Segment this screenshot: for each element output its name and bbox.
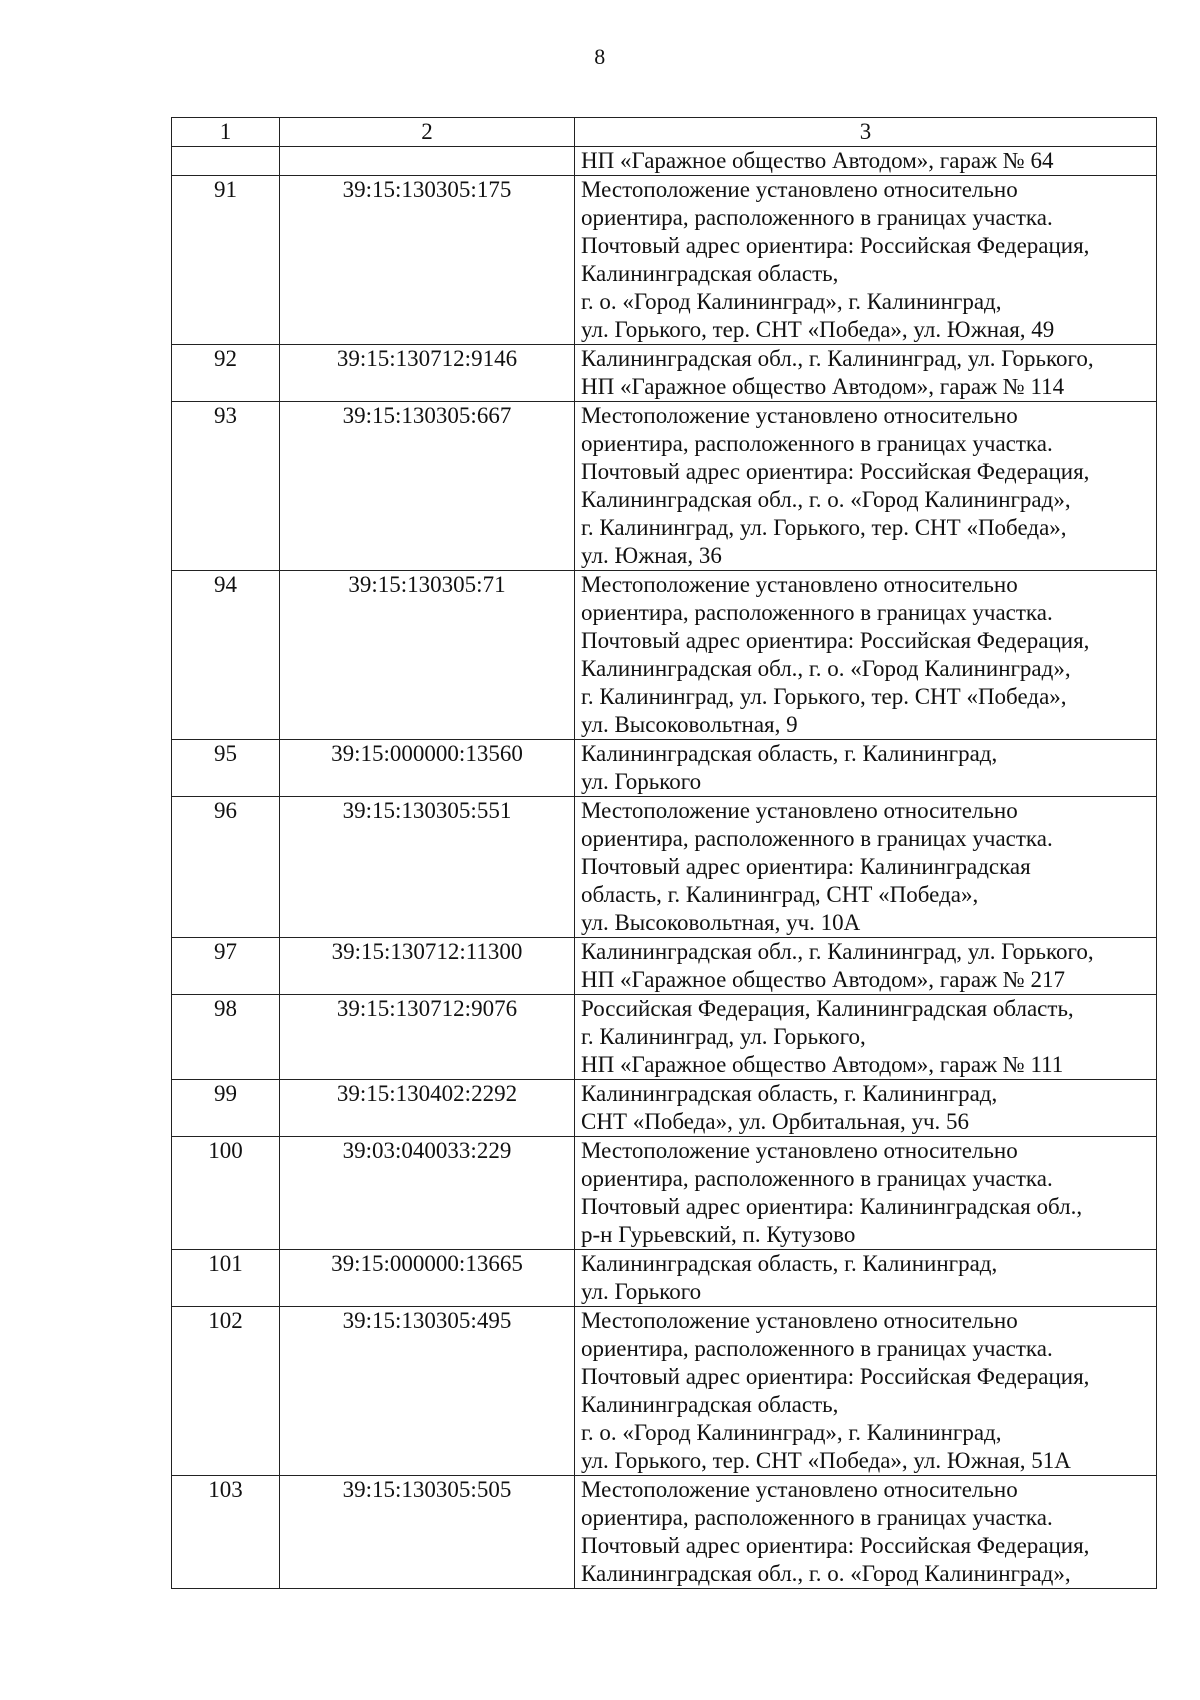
address-cell [575,176,1157,345]
address-line: Калининградская область, [581,261,839,286]
cadastral-number-cell: 39:15:130305:495 [280,1307,575,1476]
address-line: Калининградская обл., г. о. «Город Калининград», [581,487,1071,512]
table-row [172,1307,1157,1476]
address-line: Местоположение установлено относительно [581,798,1018,823]
row-number-cell: 91 [172,176,280,345]
cadastral-number-cell: 39:15:130305:505 [280,1476,575,1589]
address-line: Калининградская область, г. Калининград, [581,1251,998,1276]
address-line: Почтовый адрес ориентира: Российская Федерация, [581,628,1090,653]
address-line: Калининградская обл., г. Калининград, ул. Горького, [581,346,1094,371]
row-number-cell: 99 [172,1080,280,1137]
address-cell [575,1476,1157,1589]
cadastral-number-cell: 39:15:000000:13560 [280,740,575,797]
table-row [172,571,1157,740]
cadastral-number-cell: 39:15:130305:175 [280,176,575,345]
address-line: ул. Южная, 36 [581,543,722,568]
table-row [172,797,1157,938]
address-line: ул. Горького, тер. СНТ «Победа», ул. Южная, 49 [581,317,1055,342]
table-row [172,345,1157,402]
row-number-cell [172,147,280,176]
address-cell [575,1307,1157,1476]
table-row [172,176,1157,345]
row-number-cell: 96 [172,797,280,938]
address-line: г. Калининград, ул. Горького, [581,1024,866,1049]
address-cell [575,740,1157,797]
address-line: Калининградская обл., г. о. «Город Калининград», [581,656,1071,681]
address-line: г. о. «Город Калининград», г. Калининград, [581,1420,1002,1445]
table-row [172,995,1157,1080]
address-line: ул. Горького, тер. СНТ «Победа», ул. Южная, 51А [581,1448,1071,1473]
address-line: г. Калининград, ул. Горького, тер. СНТ «Победа», [581,684,1067,709]
address-line: р-н Гурьевский, п. Кутузово [581,1222,856,1247]
table-row [172,1080,1157,1137]
address-line: Почтовый адрес ориентира: Калининградская [581,854,1031,879]
row-number-cell: 103 [172,1476,280,1589]
address-line: СНТ «Победа», ул. Орбитальная, уч. 56 [581,1109,970,1134]
address-line: Местоположение установлено относительно [581,1477,1018,1502]
address-cell [575,345,1157,402]
address-line: НП «Гаражное общество Автодом», гараж № 217 [581,967,1065,992]
address-line: ориентира, расположенного в границах участка. [581,205,1053,230]
row-number-cell: 92 [172,345,280,402]
address-line: ул. Горького [581,1279,702,1304]
address-line: г. о. «Город Калининград», г. Калининград, [581,289,1002,314]
address-line: ориентира, расположенного в границах участка. [581,600,1053,625]
table-row [172,740,1157,797]
address-line: Местоположение установлено относительно [581,403,1018,428]
address-line: Местоположение установлено относительно [581,1308,1018,1333]
address-line: НП «Гаражное общество Автодом», гараж № 111 [581,1052,1064,1077]
cadastral-number-cell: 39:15:130305:551 [280,797,575,938]
address-line: Российская Федерация, Калининградская область, [581,996,1074,1021]
address-cell [575,402,1157,571]
address-cell [575,571,1157,740]
cadastral-number-cell: 39:15:000000:13665 [280,1250,575,1307]
cadastral-number-cell: 39:15:130712:9076 [280,995,575,1080]
column-header-address: 3 [575,118,1157,147]
address-line: Почтовый адрес ориентира: Российская Федерация, [581,1533,1090,1558]
table-row [172,402,1157,571]
land-plots-table [171,117,1157,1589]
address-line: Местоположение установлено относительно [581,177,1018,202]
cadastral-number-cell [280,147,575,176]
cadastral-number-cell: 39:15:130305:667 [280,402,575,571]
cadastral-number-cell: 39:15:130712:9146 [280,345,575,402]
row-number-cell: 93 [172,402,280,571]
address-line: Почтовый адрес ориентира: Калининградская обл., [581,1194,1083,1219]
row-number-cell: 94 [172,571,280,740]
address-line: Калининградская область, г. Калининград, [581,741,998,766]
table-body [172,147,1157,1589]
cadastral-number-cell: 39:03:040033:229 [280,1137,575,1250]
cadastral-number-cell: 39:15:130305:71 [280,571,575,740]
address-line: ул. Высоковольтная, уч. 10А [581,910,861,935]
address-line: ул. Высоковольтная, 9 [581,712,798,737]
address-line: ориентира, расположенного в границах участка. [581,1336,1053,1361]
cadastral-number-cell: 39:15:130402:2292 [280,1080,575,1137]
address-line: ориентира, расположенного в границах участка. [581,1166,1053,1191]
address-cell [575,1137,1157,1250]
row-number-cell: 97 [172,938,280,995]
table-row [172,1250,1157,1307]
address-line: Калининградская область, [581,1392,839,1417]
address-line: Почтовый адрес ориентира: Российская Федерация, [581,1364,1090,1389]
table-header [172,118,1157,147]
table-row [172,1137,1157,1250]
row-number-cell: 98 [172,995,280,1080]
address-line: Местоположение установлено относительно [581,572,1018,597]
header-row [172,118,1157,147]
cadastral-number-cell: 39:15:130712:11300 [280,938,575,995]
address-cell [575,995,1157,1080]
row-number-cell: 102 [172,1307,280,1476]
row-number-cell: 100 [172,1137,280,1250]
address-line: ориентира, расположенного в границах участка. [581,1505,1053,1530]
address-cell [575,147,1157,176]
address-line: Калининградская область, г. Калининград, [581,1081,998,1106]
address-cell [575,938,1157,995]
address-line: НП «Гаражное общество Автодом», гараж № 64 [581,148,1054,173]
row-number-cell: 101 [172,1250,280,1307]
address-cell [575,1250,1157,1307]
table-row [172,1476,1157,1589]
column-header-number: 1 [172,118,280,147]
address-line: Местоположение установлено относительно [581,1138,1018,1163]
address-line: ул. Горького [581,769,702,794]
address-line: ориентира, расположенного в границах участка. [581,431,1053,456]
column-header-cadastral: 2 [280,118,575,147]
address-line: область, г. Калининград, СНТ «Победа», [581,882,979,907]
address-line: Почтовый адрес ориентира: Российская Федерация, [581,459,1090,484]
row-number-cell: 95 [172,740,280,797]
address-line: Калининградская обл., г. Калининград, ул. Горького, [581,939,1094,964]
page-number: 8 [594,44,606,69]
address-line: ориентира, расположенного в границах участка. [581,826,1053,851]
address-line: Калининградская обл., г. о. «Город Калининград», [581,1561,1071,1586]
table-row [172,147,1157,176]
address-line: НП «Гаражное общество Автодом», гараж № 114 [581,374,1065,399]
address-cell [575,1080,1157,1137]
address-line: г. Калининград, ул. Горького, тер. СНТ «Победа», [581,515,1067,540]
table-row [172,938,1157,995]
address-cell [575,797,1157,938]
address-line: Почтовый адрес ориентира: Российская Федерация, [581,233,1090,258]
